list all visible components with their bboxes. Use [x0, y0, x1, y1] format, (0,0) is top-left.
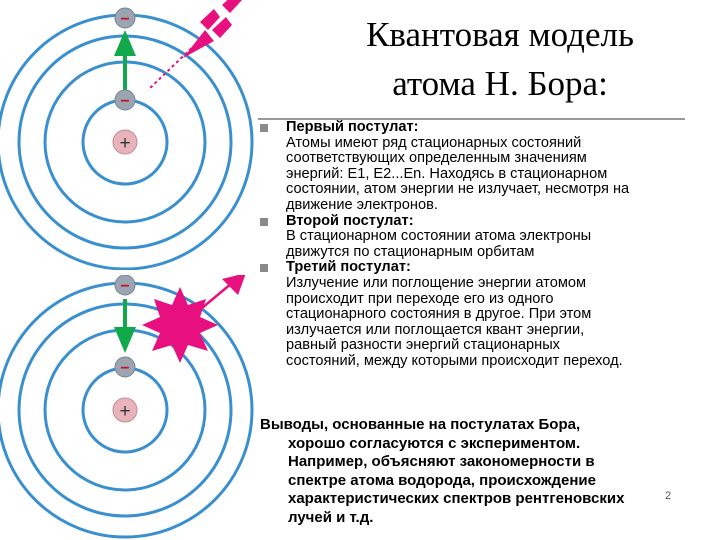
svg-text:−: − — [120, 278, 130, 295]
svg-text:+: + — [119, 401, 131, 422]
postulates-list — [258, 120, 718, 370]
title-line-1: Квантовая модель — [366, 15, 634, 54]
green-arrow-up — [114, 30, 136, 90]
conclusion-first-line: Выводы, основанные на постулатах Бора, — [260, 416, 581, 433]
absorption-diagram — [0, 0, 255, 270]
outgoing-photon-arrow — [196, 275, 246, 313]
svg-text:−: − — [120, 11, 130, 28]
nucleus-bottom — [113, 398, 137, 422]
postulate-body: В стационарном состоянии атома электроны движутся по стационарным орбитам — [286, 228, 592, 260]
square-bullet-icon — [260, 218, 268, 226]
page-number: 2 — [665, 490, 672, 502]
svg-text:−: − — [120, 360, 130, 377]
postulate-title: Третий постулат: — [286, 259, 411, 276]
postulate-body: Атомы имеют ряд стационарных состояний соответствующих определенным значениям энергий: E1, E2...En. Находясь в стационарном состоянии, атом энергии не излучает, несмотря на движение электронов. — [286, 134, 630, 213]
nucleus-top — [113, 130, 137, 154]
postulate-first — [258, 120, 718, 214]
postulate-title: Первый постулат: — [286, 119, 419, 135]
square-bullet-icon — [260, 124, 268, 132]
electron-lower — [115, 357, 135, 377]
electron-top — [115, 8, 135, 28]
electron-lower — [115, 90, 135, 110]
slide-title — [295, 10, 705, 108]
title-line-2: атома Н. Бора: — [392, 64, 608, 103]
postulate-second — [258, 214, 718, 261]
green-arrow-down — [114, 299, 136, 353]
electron-top — [115, 275, 135, 295]
square-bullet-icon — [260, 264, 268, 272]
svg-text:−: − — [120, 93, 130, 110]
postulate-third — [258, 260, 718, 369]
svg-text:+: + — [119, 133, 131, 154]
postulate-title: Второй постулат: — [286, 212, 414, 229]
conclusion-text — [260, 416, 715, 528]
emission-diagram — [0, 275, 255, 540]
conclusion-rest: хорошо согласуются с экспериментом. Например, объясняют закономерности в спектре атома водорода, происхождение характеристических спектров рентгеновских лучей и т.д. — [288, 434, 625, 526]
postulate-body: Излучение или поглощение энергии атомом происходит при переходе его из одного стационарного состояния в другое. При этом излучается или поглощается квант энергии, равный разности энергий стационарных состояний, между которыми происходит переход. — [286, 274, 623, 369]
photon-burst-icon — [142, 287, 218, 363]
